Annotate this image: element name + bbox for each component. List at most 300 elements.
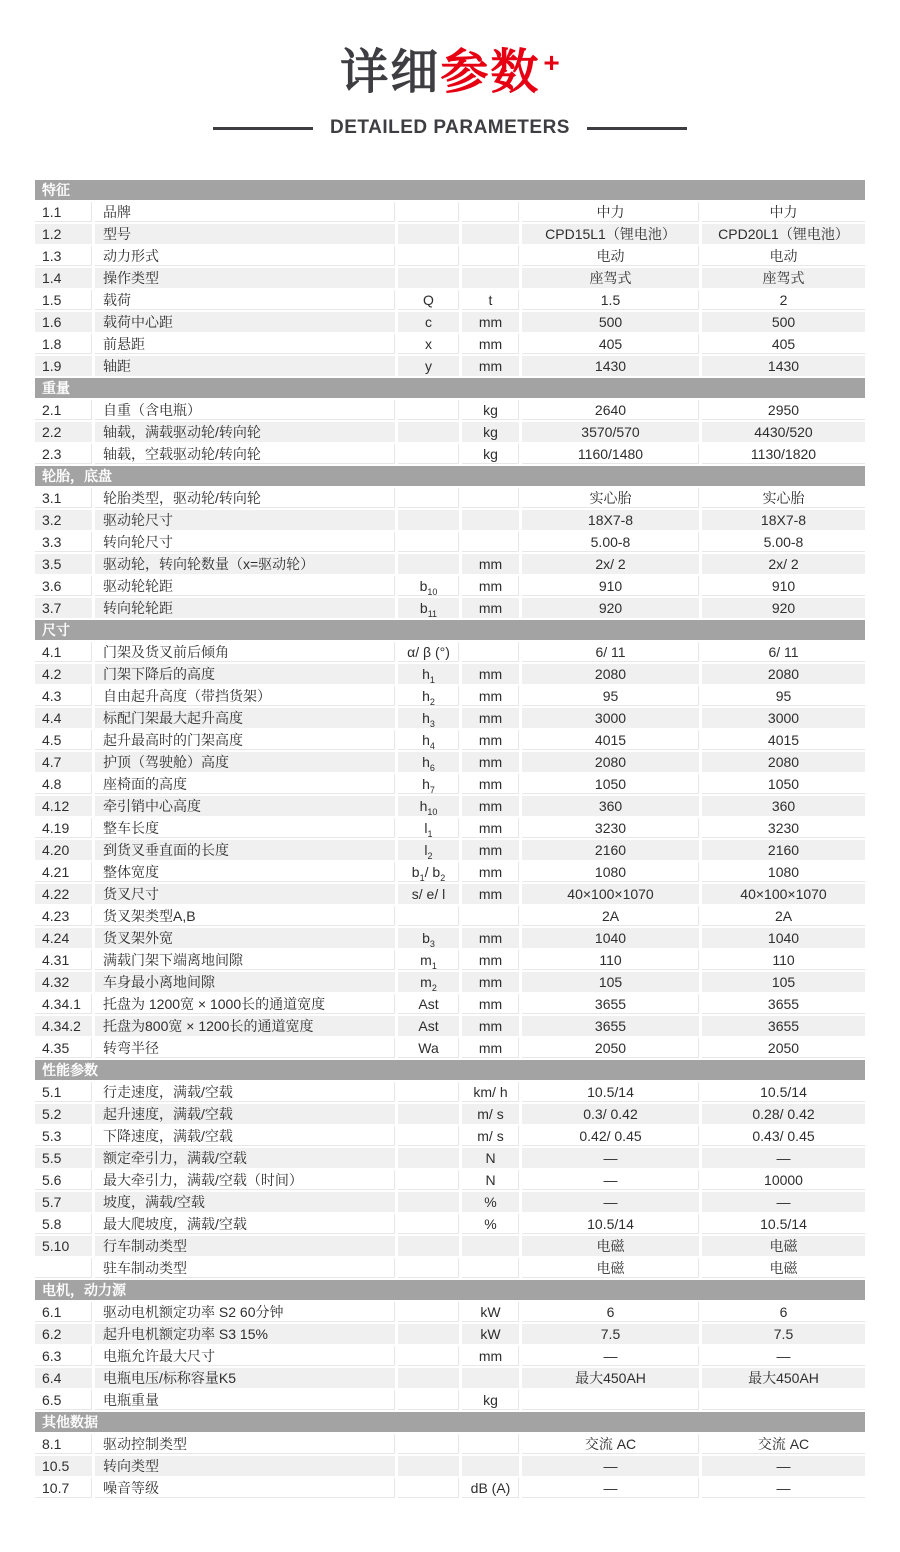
table-row bbox=[35, 1368, 865, 1390]
table-row bbox=[35, 422, 865, 444]
row-number-cell: 5.7 bbox=[35, 1192, 95, 1212]
param-name-cell: 电瓶电压/标称容量K5 bbox=[95, 1368, 398, 1388]
value-col2-cell: — bbox=[702, 1148, 865, 1168]
value-col2-cell: 2950 bbox=[702, 400, 865, 420]
unit-cell: mm bbox=[462, 730, 522, 750]
value-col1-cell: 1160/1480 bbox=[522, 444, 702, 464]
page-subtitle bbox=[0, 117, 900, 139]
unit-cell: kg bbox=[462, 1390, 522, 1410]
unit-cell: mm bbox=[462, 774, 522, 794]
param-name-cell: 门架下降后的高度 bbox=[95, 664, 398, 684]
unit-cell: mm bbox=[462, 1016, 522, 1036]
param-name-cell: 操作类型 bbox=[95, 268, 398, 288]
unit-cell: mm bbox=[462, 664, 522, 684]
row-number-cell: 3.1 bbox=[35, 488, 95, 508]
row-number-cell: 4.7 bbox=[35, 752, 95, 772]
value-col1-cell: 2080 bbox=[522, 752, 702, 772]
param-name-cell: 行车制动类型 bbox=[95, 1236, 398, 1256]
unit-cell: mm bbox=[462, 598, 522, 618]
value-col2-cell: 3230 bbox=[702, 818, 865, 838]
unit-cell: kg bbox=[462, 400, 522, 420]
unit-cell: mm bbox=[462, 928, 522, 948]
value-col1-cell: 360 bbox=[522, 796, 702, 816]
row-number-cell: 4.32 bbox=[35, 972, 95, 992]
value-col2-cell: 1430 bbox=[702, 356, 865, 376]
unit-cell: mm bbox=[462, 752, 522, 772]
param-name-cell: 座椅面的高度 bbox=[95, 774, 398, 794]
unit-cell bbox=[462, 1434, 522, 1454]
table-row bbox=[35, 664, 865, 686]
table-row bbox=[35, 1456, 865, 1478]
unit-cell: mm bbox=[462, 796, 522, 816]
unit-cell bbox=[462, 642, 522, 662]
unit-cell: mm bbox=[462, 862, 522, 882]
param-name-cell: 起升速度，满载/空载 bbox=[95, 1104, 398, 1124]
unit-cell: mm bbox=[462, 1038, 522, 1058]
row-number-cell: 4.4 bbox=[35, 708, 95, 728]
unit-cell: kW bbox=[462, 1324, 522, 1344]
table-row bbox=[35, 1038, 865, 1060]
row-number-cell: 1.6 bbox=[35, 312, 95, 332]
symbol-cell bbox=[398, 1258, 462, 1278]
unit-cell: mm bbox=[462, 708, 522, 728]
value-col2-cell: 10000 bbox=[702, 1170, 865, 1190]
table-row bbox=[35, 1214, 865, 1236]
param-name-cell: 下降速度，满载/空载 bbox=[95, 1126, 398, 1146]
param-name-cell: 转弯半径 bbox=[95, 1038, 398, 1058]
unit-cell bbox=[462, 1236, 522, 1256]
table-row bbox=[35, 1434, 865, 1456]
unit-cell: mm bbox=[462, 312, 522, 332]
subtitle-text: DETAILED PARAMETERS bbox=[330, 117, 570, 138]
section-header: 电机，动力源 bbox=[35, 1280, 865, 1302]
symbol-cell: $l_1$ bbox=[398, 818, 462, 838]
value-col1-cell: CPD15L1（锂电池） bbox=[522, 224, 702, 244]
unit-cell: kg bbox=[462, 422, 522, 442]
param-name-cell: 轴载，满载驱动轮/转向轮 bbox=[95, 422, 398, 442]
value-col2-cell: — bbox=[702, 1478, 865, 1498]
unit-cell: mm bbox=[462, 356, 522, 376]
param-name-cell: 托盘为800宽 × 1200长的通道宽度 bbox=[95, 1016, 398, 1036]
table-row bbox=[35, 1478, 865, 1500]
param-name-cell: 驱动轮尺寸 bbox=[95, 510, 398, 530]
unit-cell: mm bbox=[462, 686, 522, 706]
value-col2-cell: 2080 bbox=[702, 664, 865, 684]
value-col1-cell: 10.5/14 bbox=[522, 1214, 702, 1234]
value-col2-cell: 3000 bbox=[702, 708, 865, 728]
param-name-cell: 驱动电机额定功率 S2 60分钟 bbox=[95, 1302, 398, 1322]
table-row bbox=[35, 312, 865, 334]
value-col1-cell: 3000 bbox=[522, 708, 702, 728]
value-col1-cell: 5.00-8 bbox=[522, 532, 702, 552]
table-row bbox=[35, 356, 865, 378]
value-col2-cell: 7.5 bbox=[702, 1324, 865, 1344]
row-number-cell: 6.3 bbox=[35, 1346, 95, 1366]
row-number-cell: 5.8 bbox=[35, 1214, 95, 1234]
value-col1-cell: — bbox=[522, 1346, 702, 1366]
param-name-cell: 自重（含电瓶） bbox=[95, 400, 398, 420]
row-number-cell: 3.7 bbox=[35, 598, 95, 618]
value-col2-cell: 10.5/14 bbox=[702, 1214, 865, 1234]
unit-cell bbox=[462, 1258, 522, 1278]
table-row bbox=[35, 510, 865, 532]
row-number-cell: 4.23 bbox=[35, 906, 95, 926]
row-number-cell: 4.31 bbox=[35, 950, 95, 970]
value-col1-cell: 中力 bbox=[522, 202, 702, 222]
value-col1-cell: 110 bbox=[522, 950, 702, 970]
unit-cell: mm bbox=[462, 950, 522, 970]
value-col1-cell: 交流 AC bbox=[522, 1434, 702, 1454]
value-col1-cell: 2050 bbox=[522, 1038, 702, 1058]
table-row bbox=[35, 444, 865, 466]
value-col1-cell: 2080 bbox=[522, 664, 702, 684]
table-row bbox=[35, 224, 865, 246]
param-name-cell: 型号 bbox=[95, 224, 398, 244]
title-text-primary: 详细 bbox=[340, 46, 441, 99]
value-col2-cell: 1040 bbox=[702, 928, 865, 948]
unit-cell: dB (A) bbox=[462, 1478, 522, 1498]
param-name-cell: 坡度，满载/空载 bbox=[95, 1192, 398, 1212]
value-col1-cell: 40×100×1070 bbox=[522, 884, 702, 904]
param-name-cell: 驻车制动类型 bbox=[95, 1258, 398, 1278]
subtitle-line-right bbox=[587, 127, 687, 130]
row-number-cell: 2.2 bbox=[35, 422, 95, 442]
param-name-cell: 标配门架最大起升高度 bbox=[95, 708, 398, 728]
table-row bbox=[35, 906, 865, 928]
value-col1-cell: 2160 bbox=[522, 840, 702, 860]
table-row bbox=[35, 488, 865, 510]
unit-cell: N bbox=[462, 1170, 522, 1190]
row-number-cell: 1.1 bbox=[35, 202, 95, 222]
value-col1-cell: 910 bbox=[522, 576, 702, 596]
param-name-cell: 起升电机额定功率 S3 15% bbox=[95, 1324, 398, 1344]
symbol-cell bbox=[398, 1302, 462, 1322]
unit-cell: mm bbox=[462, 840, 522, 860]
symbol-cell bbox=[398, 1478, 462, 1498]
symbol-cell: $b_{10}$ bbox=[398, 576, 462, 596]
symbol-cell bbox=[398, 488, 462, 508]
param-name-cell: 最大爬坡度，满载/空载 bbox=[95, 1214, 398, 1234]
value-col1-cell: 3570/570 bbox=[522, 422, 702, 442]
value-col2-cell bbox=[702, 1390, 865, 1410]
param-name-cell: 额定牵引力，满载/空载 bbox=[95, 1148, 398, 1168]
value-col2-cell: 3655 bbox=[702, 994, 865, 1014]
unit-cell: m/ s bbox=[462, 1104, 522, 1124]
table-row bbox=[35, 1148, 865, 1170]
row-number-cell: 1.2 bbox=[35, 224, 95, 244]
symbol-cell: Q bbox=[398, 290, 462, 310]
table-row bbox=[35, 1192, 865, 1214]
value-col2-cell: 电磁 bbox=[702, 1258, 865, 1278]
table-row bbox=[35, 1104, 865, 1126]
param-name-cell: 驱动轮轮距 bbox=[95, 576, 398, 596]
unit-cell: % bbox=[462, 1192, 522, 1212]
symbol-cell bbox=[398, 1456, 462, 1476]
unit-cell bbox=[462, 488, 522, 508]
table-row bbox=[35, 840, 865, 862]
symbol-cell: $h_1$ bbox=[398, 664, 462, 684]
row-number-cell: 4.21 bbox=[35, 862, 95, 882]
value-col1-cell: 座驾式 bbox=[522, 268, 702, 288]
symbol-cell: $b_1/$ $b_2$ bbox=[398, 862, 462, 882]
row-number-cell: 4.34.1 bbox=[35, 994, 95, 1014]
value-col1-cell: 1080 bbox=[522, 862, 702, 882]
value-col1-cell: 0.3/ 0.42 bbox=[522, 1104, 702, 1124]
param-name-cell: 驱动轮，转向轮数量（x=驱动轮） bbox=[95, 554, 398, 574]
value-col1-cell: 6/ 11 bbox=[522, 642, 702, 662]
section-header: 其他数据 bbox=[35, 1412, 865, 1434]
row-number-cell: 4.12 bbox=[35, 796, 95, 816]
param-name-cell: 自由起升高度（带挡货架） bbox=[95, 686, 398, 706]
table-row bbox=[35, 400, 865, 422]
spec-table bbox=[35, 180, 865, 1500]
row-number-cell: 4.35 bbox=[35, 1038, 95, 1058]
param-name-cell: 转向轮尺寸 bbox=[95, 532, 398, 552]
row-number-cell: 4.34.2 bbox=[35, 1016, 95, 1036]
value-col1-cell: 405 bbox=[522, 334, 702, 354]
value-col1-cell: 18X7-8 bbox=[522, 510, 702, 530]
value-col2-cell: 0.28/ 0.42 bbox=[702, 1104, 865, 1124]
symbol-cell: y bbox=[398, 356, 462, 376]
symbol-cell bbox=[398, 1346, 462, 1366]
symbol-cell bbox=[398, 1214, 462, 1234]
value-col2-cell: 1130/1820 bbox=[702, 444, 865, 464]
unit-cell: mm bbox=[462, 818, 522, 838]
value-col2-cell: 2160 bbox=[702, 840, 865, 860]
unit-cell: mm bbox=[462, 576, 522, 596]
value-col1-cell: — bbox=[522, 1192, 702, 1212]
value-col2-cell: 0.43/ 0.45 bbox=[702, 1126, 865, 1146]
table-row bbox=[35, 1324, 865, 1346]
value-col1-cell: 500 bbox=[522, 312, 702, 332]
value-col2-cell: 4430/520 bbox=[702, 422, 865, 442]
value-col1-cell: 95 bbox=[522, 686, 702, 706]
symbol-cell: $l_2$ bbox=[398, 840, 462, 860]
row-number-cell: 1.9 bbox=[35, 356, 95, 376]
param-name-cell: 车身最小离地间隙 bbox=[95, 972, 398, 992]
table-row bbox=[35, 884, 865, 906]
symbol-cell: α/ β (°) bbox=[398, 642, 462, 662]
value-col2-cell: 920 bbox=[702, 598, 865, 618]
value-col2-cell: 2080 bbox=[702, 752, 865, 772]
param-name-cell: 整车长度 bbox=[95, 818, 398, 838]
table-row bbox=[35, 752, 865, 774]
symbol-cell: Ast bbox=[398, 994, 462, 1014]
symbol-cell bbox=[398, 906, 462, 926]
row-number-cell: 8.1 bbox=[35, 1434, 95, 1454]
param-name-cell: 托盘为 1200宽 × 1000长的通道宽度 bbox=[95, 994, 398, 1014]
table-row bbox=[35, 1016, 865, 1038]
row-number-cell: 6.2 bbox=[35, 1324, 95, 1344]
param-name-cell: 品牌 bbox=[95, 202, 398, 222]
unit-cell bbox=[462, 202, 522, 222]
param-name-cell: 转向类型 bbox=[95, 1456, 398, 1476]
value-col1-cell: 3230 bbox=[522, 818, 702, 838]
row-number-cell: 6.5 bbox=[35, 1390, 95, 1410]
value-col2-cell: 交流 AC bbox=[702, 1434, 865, 1454]
row-number-cell: 2.3 bbox=[35, 444, 95, 464]
value-col2-cell: 6 bbox=[702, 1302, 865, 1322]
title-plus-icon: + bbox=[543, 47, 560, 78]
symbol-cell bbox=[398, 532, 462, 552]
row-number-cell: 4.22 bbox=[35, 884, 95, 904]
value-col2-cell: — bbox=[702, 1456, 865, 1476]
value-col2-cell: 最大450AH bbox=[702, 1368, 865, 1388]
symbol-cell bbox=[398, 400, 462, 420]
table-row bbox=[35, 1346, 865, 1368]
value-col1-cell bbox=[522, 1390, 702, 1410]
value-col2-cell: 500 bbox=[702, 312, 865, 332]
symbol-cell: Ast bbox=[398, 1016, 462, 1036]
symbol-cell: s/ e/ l bbox=[398, 884, 462, 904]
value-col2-cell: 电动 bbox=[702, 246, 865, 266]
value-col1-cell: 1.5 bbox=[522, 290, 702, 310]
value-col2-cell: 实心胎 bbox=[702, 488, 865, 508]
title-text-accent: 参数 bbox=[440, 46, 541, 99]
unit-cell bbox=[462, 268, 522, 288]
unit-cell: mm bbox=[462, 334, 522, 354]
value-col1-cell: 电动 bbox=[522, 246, 702, 266]
value-col1-cell: — bbox=[522, 1456, 702, 1476]
unit-cell: t bbox=[462, 290, 522, 310]
value-col1-cell: — bbox=[522, 1478, 702, 1498]
value-col1-cell: 2640 bbox=[522, 400, 702, 420]
param-name-cell: 起升最高时的门架高度 bbox=[95, 730, 398, 750]
symbol-cell bbox=[398, 1236, 462, 1256]
value-col1-cell: 7.5 bbox=[522, 1324, 702, 1344]
param-name-cell: 电瓶重量 bbox=[95, 1390, 398, 1410]
unit-cell: m/ s bbox=[462, 1126, 522, 1146]
section-header: 特征 bbox=[35, 180, 865, 202]
table-row bbox=[35, 642, 865, 664]
symbol-cell bbox=[398, 1434, 462, 1454]
table-row bbox=[35, 796, 865, 818]
row-number-cell: 1.5 bbox=[35, 290, 95, 310]
table-row bbox=[35, 1236, 865, 1258]
symbol-cell: $m_1$ bbox=[398, 950, 462, 970]
symbol-cell: x bbox=[398, 334, 462, 354]
section-header: 性能参数 bbox=[35, 1060, 865, 1082]
row-number-cell: 5.2 bbox=[35, 1104, 95, 1124]
unit-cell bbox=[462, 224, 522, 244]
table-row bbox=[35, 818, 865, 840]
table-row bbox=[35, 1170, 865, 1192]
unit-cell: mm bbox=[462, 972, 522, 992]
symbol-cell: $h_6$ bbox=[398, 752, 462, 772]
table-row bbox=[35, 950, 865, 972]
value-col1-cell: — bbox=[522, 1170, 702, 1190]
value-col1-cell: 0.42/ 0.45 bbox=[522, 1126, 702, 1146]
row-number-cell: 4.24 bbox=[35, 928, 95, 948]
unit-cell: kg bbox=[462, 444, 522, 464]
symbol-cell bbox=[398, 246, 462, 266]
unit-cell bbox=[462, 1456, 522, 1476]
value-col1-cell: 4015 bbox=[522, 730, 702, 750]
param-name-cell: 牵引销中心高度 bbox=[95, 796, 398, 816]
unit-cell: kW bbox=[462, 1302, 522, 1322]
row-number-cell: 3.6 bbox=[35, 576, 95, 596]
value-col1-cell: 2A bbox=[522, 906, 702, 926]
table-row bbox=[35, 554, 865, 576]
symbol-cell bbox=[398, 422, 462, 442]
table-row bbox=[35, 862, 865, 884]
param-name-cell: 最大牵引力，满载/空载（时间） bbox=[95, 1170, 398, 1190]
value-col1-cell: 6 bbox=[522, 1302, 702, 1322]
value-col2-cell: 5.00-8 bbox=[702, 532, 865, 552]
symbol-cell: $h_7$ bbox=[398, 774, 462, 794]
table-row bbox=[35, 268, 865, 290]
value-col1-cell: 2x/ 2 bbox=[522, 554, 702, 574]
value-col1-cell: 电磁 bbox=[522, 1236, 702, 1256]
value-col1-cell: 1430 bbox=[522, 356, 702, 376]
row-number-cell: 6.4 bbox=[35, 1368, 95, 1388]
symbol-cell bbox=[398, 224, 462, 244]
row-number-cell: 5.3 bbox=[35, 1126, 95, 1146]
symbol-cell: c bbox=[398, 312, 462, 332]
row-number-cell: 10.5 bbox=[35, 1456, 95, 1476]
value-col2-cell: — bbox=[702, 1192, 865, 1212]
param-name-cell: 轴载，空载驱动轮/转向轮 bbox=[95, 444, 398, 464]
symbol-cell bbox=[398, 1368, 462, 1388]
symbol-cell: Wa bbox=[398, 1038, 462, 1058]
param-name-cell: 载荷 bbox=[95, 290, 398, 310]
value-col1-cell: 920 bbox=[522, 598, 702, 618]
table-row bbox=[35, 1302, 865, 1324]
row-number-cell: 3.3 bbox=[35, 532, 95, 552]
symbol-cell bbox=[398, 1126, 462, 1146]
param-name-cell: 载荷中心距 bbox=[95, 312, 398, 332]
unit-cell: mm bbox=[462, 994, 522, 1014]
row-number-cell: 5.10 bbox=[35, 1236, 95, 1256]
unit-cell: mm bbox=[462, 1346, 522, 1366]
value-col2-cell: 座驾式 bbox=[702, 268, 865, 288]
param-name-cell: 满载门架下端离地间隙 bbox=[95, 950, 398, 970]
row-number-cell: 6.1 bbox=[35, 1302, 95, 1322]
row-number-cell bbox=[35, 1258, 95, 1278]
value-col2-cell: 18X7-8 bbox=[702, 510, 865, 530]
symbol-cell: $h_3$ bbox=[398, 708, 462, 728]
param-name-cell: 货叉架外宽 bbox=[95, 928, 398, 948]
symbol-cell: $h_4$ bbox=[398, 730, 462, 750]
row-number-cell: 3.2 bbox=[35, 510, 95, 530]
row-number-cell: 3.5 bbox=[35, 554, 95, 574]
symbol-cell: $m_2$ bbox=[398, 972, 462, 992]
param-name-cell: 到货叉垂直面的长度 bbox=[95, 840, 398, 860]
value-col1-cell: 实心胎 bbox=[522, 488, 702, 508]
param-name-cell: 货叉架类型A,B bbox=[95, 906, 398, 926]
value-col2-cell: 95 bbox=[702, 686, 865, 706]
value-col2-cell: 110 bbox=[702, 950, 865, 970]
symbol-cell bbox=[398, 510, 462, 530]
value-col2-cell: 2A bbox=[702, 906, 865, 926]
section-header: 轮胎，底盘 bbox=[35, 466, 865, 488]
row-number-cell: 10.7 bbox=[35, 1478, 95, 1498]
row-number-cell: 4.20 bbox=[35, 840, 95, 860]
section-header: 尺寸 bbox=[35, 620, 865, 642]
unit-cell bbox=[462, 246, 522, 266]
row-number-cell: 2.1 bbox=[35, 400, 95, 420]
param-name-cell: 整体宽度 bbox=[95, 862, 398, 882]
table-row bbox=[35, 994, 865, 1016]
unit-cell bbox=[462, 532, 522, 552]
param-name-cell: 门架及货叉前后倾角 bbox=[95, 642, 398, 662]
symbol-cell bbox=[398, 444, 462, 464]
symbol-cell: $h_2$ bbox=[398, 686, 462, 706]
value-col2-cell: 4015 bbox=[702, 730, 865, 750]
table-row bbox=[35, 730, 865, 752]
unit-cell: % bbox=[462, 1214, 522, 1234]
row-number-cell: 5.1 bbox=[35, 1082, 95, 1102]
